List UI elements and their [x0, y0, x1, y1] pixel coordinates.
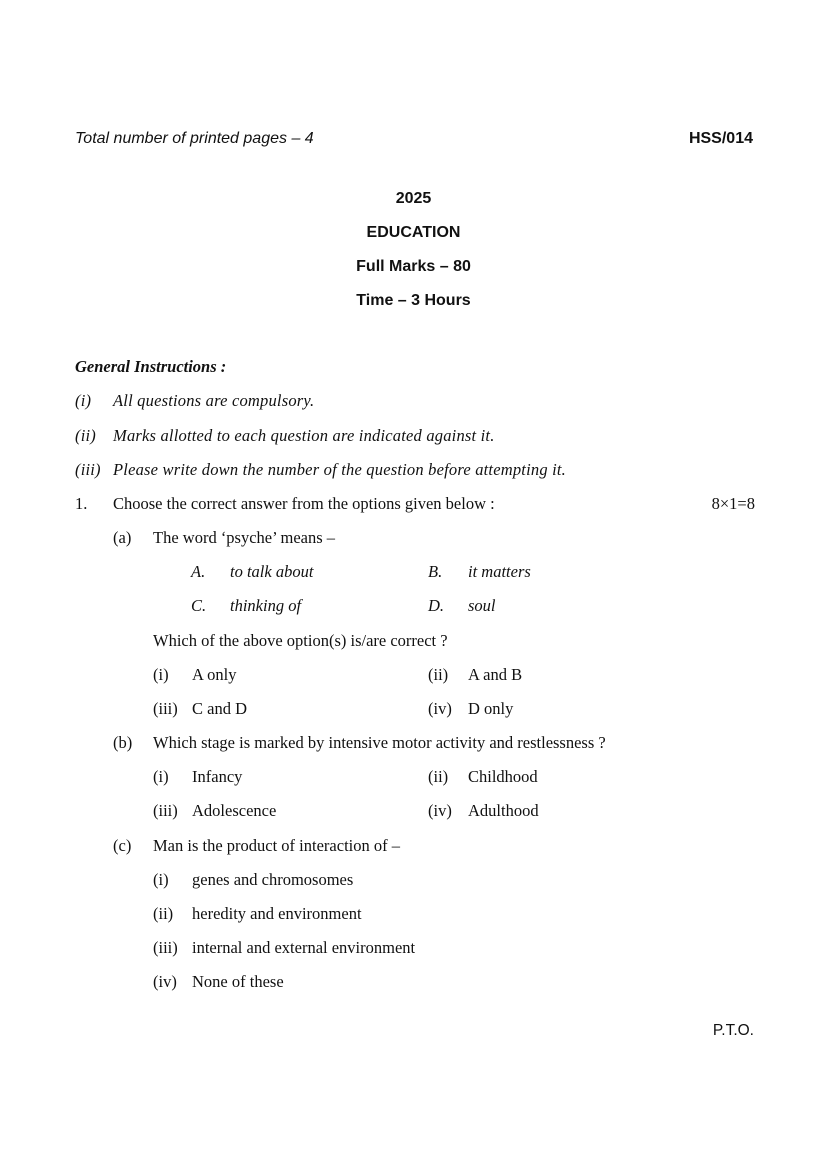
subquestion-label: (b)	[113, 733, 133, 752]
option-number: (ii)	[153, 904, 174, 923]
option-number: (iii)	[153, 938, 178, 957]
option-number: (iii)	[153, 699, 178, 718]
statement-letter: D.	[428, 596, 445, 615]
option-text: Adulthood	[468, 801, 539, 820]
instruction-text: Please write down the number of the question before attempting it.	[113, 460, 566, 479]
option-text: genes and chromosomes	[192, 870, 354, 889]
instruction-number: (i)	[75, 391, 92, 410]
subquestion-text: The word ‘psyche’ means –	[153, 528, 336, 547]
instruction-text: All questions are compulsory.	[113, 391, 315, 410]
exam-year: 2025	[395, 190, 432, 207]
option-number: (iii)	[153, 801, 178, 820]
question-marks: 8×1=8	[711, 494, 755, 513]
option-number: (iv)	[153, 972, 177, 991]
option-number: (ii)	[428, 767, 449, 786]
subquestion-prompt: Which of the above option(s) is/are correct ?	[153, 631, 448, 650]
subquestion-label: (c)	[113, 836, 132, 855]
option-text: None of these	[192, 972, 284, 991]
option-number: (ii)	[428, 665, 449, 684]
option-text: internal and external environment	[192, 938, 416, 957]
statement-text: thinking of	[230, 596, 302, 615]
statement-letter: A.	[191, 562, 206, 581]
please-turn-over: P.T.O.	[712, 1022, 754, 1039]
option-number: (iv)	[428, 801, 452, 820]
option-text: A and B	[468, 665, 523, 684]
instruction-text: Marks allotted to each question are indicated against it.	[113, 426, 495, 445]
instructions-heading: General Instructions :	[75, 357, 227, 376]
exam-subject: EDUCATION	[366, 224, 461, 241]
statement-text: to talk about	[230, 562, 314, 581]
instruction-number: (iii)	[75, 460, 101, 479]
option-number: (i)	[153, 665, 169, 684]
printed-pages-note: Total number of printed pages – 4	[75, 130, 314, 147]
question-text: Choose the correct answer from the options given below :	[113, 494, 495, 513]
subquestion-label: (a)	[113, 528, 132, 547]
option-text: Childhood	[468, 767, 538, 786]
statement-letter: C.	[191, 596, 207, 615]
statement-letter: B.	[428, 562, 443, 581]
paper-code: HSS/014	[688, 130, 753, 147]
instruction-number: (ii)	[75, 426, 96, 445]
option-text: Infancy	[192, 767, 243, 786]
option-text: heredity and environment	[192, 904, 362, 923]
subquestion-text: Man is the product of interaction of –	[153, 836, 400, 855]
option-number: (iv)	[428, 699, 452, 718]
statement-text: soul	[468, 596, 496, 615]
question-number: 1.	[75, 494, 88, 513]
option-text: Adolescence	[192, 801, 277, 820]
subquestion-text: Which stage is marked by intensive motor activity and restlessness ?	[153, 733, 606, 752]
statement-text: it matters	[468, 562, 531, 581]
full-marks: Full Marks – 80	[356, 258, 471, 275]
exam-time: Time – 3 Hours	[356, 292, 471, 309]
option-text: A only	[192, 665, 237, 684]
option-text: D only	[468, 699, 514, 718]
option-number: (i)	[153, 767, 169, 786]
option-number: (i)	[153, 870, 169, 889]
option-text: C and D	[192, 699, 247, 718]
